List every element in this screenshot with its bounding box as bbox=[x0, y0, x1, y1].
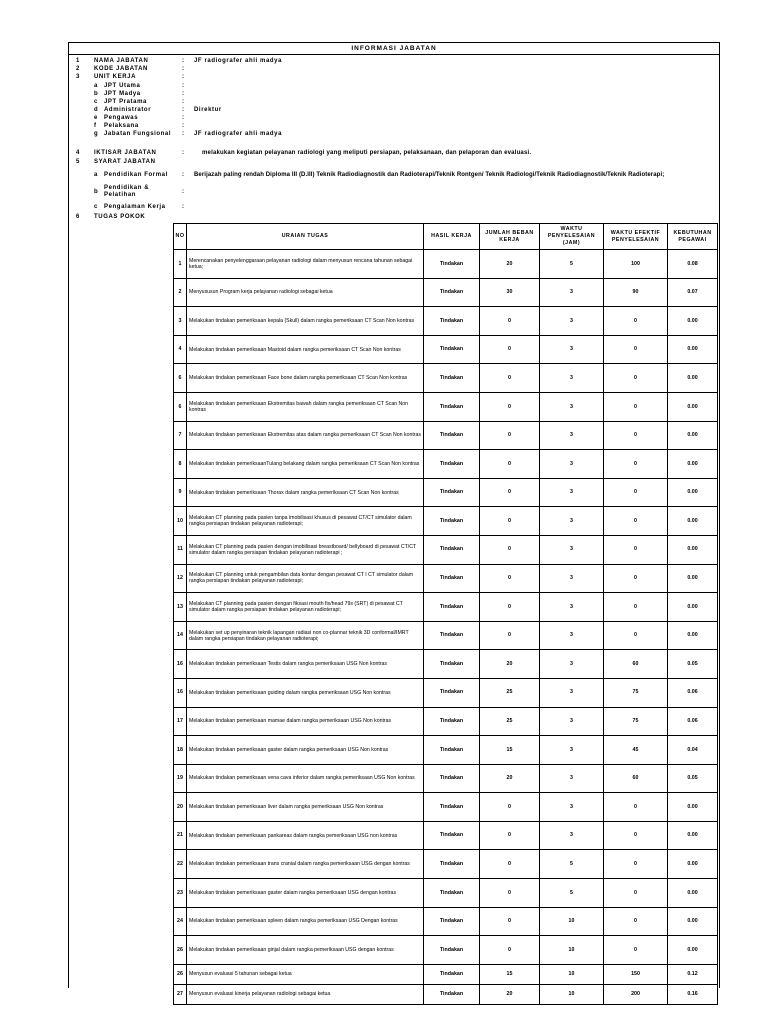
cell-waktu: 3 bbox=[540, 650, 604, 679]
cell-jumlah: 0 bbox=[480, 507, 540, 536]
cell-hasil: Tindakan bbox=[424, 535, 480, 564]
cell-kebutuhan: 0.00 bbox=[668, 621, 718, 650]
table-row bbox=[174, 564, 718, 593]
cell-efektif: 0 bbox=[604, 507, 668, 536]
cell-hasil: Tindakan bbox=[424, 850, 480, 879]
col-header-hasil: HASIL KERJA bbox=[424, 224, 480, 250]
cell-waktu: 3 bbox=[540, 736, 604, 765]
cell-uraian: Melakukan tindakan pemeriksaan ginjal dalam rangka pemeriksaan USG dengan kontras bbox=[187, 936, 424, 965]
cell-jumlah: 0 bbox=[480, 535, 540, 564]
tasks-table-body bbox=[174, 250, 718, 1005]
cell-efektif: 200 bbox=[604, 984, 668, 1004]
cell-kebutuhan: 0.00 bbox=[668, 392, 718, 421]
col-header-jumlah: JUMLAH BEBAN KERJA bbox=[480, 224, 540, 250]
cell-efektif: 0 bbox=[604, 850, 668, 879]
cell-jumlah: 0 bbox=[480, 364, 540, 393]
cell-hasil: Tindakan bbox=[424, 392, 480, 421]
cell-kebutuhan: 0.16 bbox=[668, 984, 718, 1004]
unit-kerja-row bbox=[76, 123, 716, 131]
col-header-efektif: WAKTU EFEKTIF PENYELESAIAN bbox=[604, 224, 668, 250]
cell-kebutuhan: 0.00 bbox=[668, 450, 718, 479]
unit-kerja-row bbox=[76, 115, 716, 123]
cell-waktu: 3 bbox=[540, 364, 604, 393]
cell-waktu: 5 bbox=[540, 250, 604, 279]
cell-hasil: Tindakan bbox=[424, 907, 480, 936]
cell-waktu: 3 bbox=[540, 593, 604, 622]
cell-uraian: Melakukan tindakan pemeriksaan Face bone dalam rangka pemeriksaan CT Scan Non kontras bbox=[187, 364, 424, 393]
cell-kebutuhan: 0.00 bbox=[668, 335, 718, 364]
field-label: NAMA JABATAN bbox=[94, 58, 149, 64]
field-letter: e bbox=[94, 115, 98, 121]
field-row bbox=[76, 66, 716, 74]
cell-kebutuhan: 0.05 bbox=[668, 764, 718, 793]
field-value: JF radiografer ahli madya bbox=[194, 131, 283, 137]
cell-efektif: 0 bbox=[604, 392, 668, 421]
cell-jumlah: 30 bbox=[480, 278, 540, 307]
cell-no: 1 bbox=[174, 250, 187, 279]
cell-jumlah: 0 bbox=[480, 564, 540, 593]
cell-waktu: 3 bbox=[540, 478, 604, 507]
cell-waktu: 3 bbox=[540, 764, 604, 793]
cell-hasil: Tindakan bbox=[424, 879, 480, 908]
pendidikan-formal-row bbox=[76, 172, 716, 180]
cell-no: 16 bbox=[174, 678, 187, 707]
cell-efektif: 150 bbox=[604, 964, 668, 984]
cell-uraian: Merencanakan penyelenggaraan pelayanan radiologi dalam menyusun rencana tahunan sebagai ketua; bbox=[187, 250, 424, 279]
cell-no: 26 bbox=[174, 936, 187, 965]
syarat-row bbox=[76, 159, 716, 167]
cell-jumlah: 0 bbox=[480, 450, 540, 479]
cell-waktu: 3 bbox=[540, 450, 604, 479]
cell-waktu: 10 bbox=[540, 964, 604, 984]
cell-uraian: Melakukan CT planning pada pasien dengan fiksasi mouth fix/head 79s (SRT) di pesawat CT simulator dalam rangka persiapan tindakan pelayanan radioterapi; bbox=[187, 593, 424, 622]
cell-kebutuhan: 0.00 bbox=[668, 793, 718, 822]
cell-uraian: Menyususun Program kerja pelayanan radiologi sebagai ketua bbox=[187, 278, 424, 307]
cell-hasil: Tindakan bbox=[424, 335, 480, 364]
cell-kebutuhan: 0.00 bbox=[668, 879, 718, 908]
field-label: Administrator bbox=[104, 107, 152, 113]
cell-jumlah: 0 bbox=[480, 907, 540, 936]
table-row bbox=[174, 478, 718, 507]
cell-uraian: Melakukan tindakan pemeriksaanTulang belakang dalam rangka pemeriksaan CT Scan Non kontras bbox=[187, 450, 424, 479]
unit-kerja-row bbox=[76, 91, 716, 99]
field-colon: : bbox=[182, 74, 185, 80]
cell-hasil: Tindakan bbox=[424, 964, 480, 984]
cell-jumlah: 0 bbox=[480, 593, 540, 622]
cell-waktu: 3 bbox=[540, 707, 604, 736]
cell-kebutuhan: 0.00 bbox=[668, 364, 718, 393]
cell-efektif: 75 bbox=[604, 707, 668, 736]
cell-uraian: Melakukan tindakan pemeriksaan Ekstremitas atas dalam rangka pemeriksaan CT Scan Non kontras bbox=[187, 421, 424, 450]
cell-no: 26 bbox=[174, 964, 187, 984]
cell-jumlah: 20 bbox=[480, 764, 540, 793]
field-row bbox=[76, 58, 716, 66]
field-value: JF radiografer ahli madya bbox=[194, 58, 283, 64]
cell-uraian: Melakukan tindakan pemeriksaan mamae dalam rangka pemeriksaan USG Non kontras bbox=[187, 707, 424, 736]
table-row bbox=[174, 250, 718, 279]
cell-kebutuhan: 0.04 bbox=[668, 736, 718, 765]
unit-kerja-row bbox=[76, 83, 716, 91]
cell-hasil: Tindakan bbox=[424, 650, 480, 679]
cell-uraian: Melakukan tindakan pemeriksaan Thorax dalam rangka pemeriksaan CT Scan Non kontras bbox=[187, 478, 424, 507]
field-letter: f bbox=[94, 123, 97, 129]
cell-waktu: 10 bbox=[540, 907, 604, 936]
pelatihan-row bbox=[76, 185, 716, 201]
cell-hasil: Tindakan bbox=[424, 736, 480, 765]
cell-kebutuhan: 0.00 bbox=[668, 478, 718, 507]
cell-jumlah: 20 bbox=[480, 650, 540, 679]
cell-uraian: Melakukan tindakan pemeriksaan guiding dalam rangka pemeriksaan USG Non kontras bbox=[187, 678, 424, 707]
field-label: KODE JABATAN bbox=[94, 66, 148, 72]
cell-hasil: Tindakan bbox=[424, 507, 480, 536]
table-row bbox=[174, 364, 718, 393]
cell-kebutuhan: 0.06 bbox=[668, 707, 718, 736]
cell-jumlah: 20 bbox=[480, 984, 540, 1004]
cell-hasil: Tindakan bbox=[424, 250, 480, 279]
cell-uraian: Melakukan tindakan pemeriksaan gaster dalam rangka pemeriksaan USG dengan kontras bbox=[187, 879, 424, 908]
cell-kebutuhan: 0.07 bbox=[668, 278, 718, 307]
cell-kebutuhan: 0.12 bbox=[668, 964, 718, 984]
cell-uraian: Melakukan tindakan pemeriksaan liver dalam rangka pemeriksaan USG Non kontras bbox=[187, 793, 424, 822]
cell-jumlah: 0 bbox=[480, 936, 540, 965]
cell-jumlah: 15 bbox=[480, 736, 540, 765]
field-number: 3 bbox=[76, 74, 80, 80]
cell-kebutuhan: 0.00 bbox=[668, 593, 718, 622]
pengalaman-row bbox=[76, 204, 716, 212]
table-header-row bbox=[174, 224, 718, 250]
cell-hasil: Tindakan bbox=[424, 793, 480, 822]
cell-efektif: 0 bbox=[604, 793, 668, 822]
cell-no: 7 bbox=[174, 421, 187, 450]
table-row bbox=[174, 879, 718, 908]
cell-waktu: 3 bbox=[540, 793, 604, 822]
cell-kebutuhan: 0.00 bbox=[668, 535, 718, 564]
cell-waktu: 3 bbox=[540, 535, 604, 564]
table-row bbox=[174, 621, 718, 650]
cell-kebutuhan: 0.00 bbox=[668, 307, 718, 336]
field-number: 4 bbox=[76, 150, 80, 156]
unit-kerja-row bbox=[76, 99, 716, 107]
field-colon: : bbox=[182, 99, 185, 105]
table-row bbox=[174, 278, 718, 307]
field-letter: a bbox=[94, 172, 98, 178]
table-row bbox=[174, 793, 718, 822]
tugas-pokok-row bbox=[76, 214, 716, 222]
table-row bbox=[174, 907, 718, 936]
cell-no: 11 bbox=[174, 535, 187, 564]
table-row bbox=[174, 392, 718, 421]
cell-kebutuhan: 0.08 bbox=[668, 250, 718, 279]
field-letter: c bbox=[94, 99, 98, 105]
col-header-waktu: WAKTU PENYELESAIAN (JAM) bbox=[540, 224, 604, 250]
field-colon: : bbox=[182, 91, 185, 97]
cell-waktu: 3 bbox=[540, 307, 604, 336]
col-header-uraian: URAIAN TUGAS bbox=[187, 224, 424, 250]
cell-uraian: Melakukan tindakan pemeriksaan kepala (Skull) dalam rangka pemeriksaan CT Scan Non kontras bbox=[187, 307, 424, 336]
cell-efektif: 0 bbox=[604, 421, 668, 450]
cell-no: 9 bbox=[174, 478, 187, 507]
cell-kebutuhan: 0.00 bbox=[668, 850, 718, 879]
cell-waktu: 3 bbox=[540, 421, 604, 450]
table-row bbox=[174, 821, 718, 850]
cell-jumlah: 25 bbox=[480, 678, 540, 707]
table-row bbox=[174, 650, 718, 679]
cell-uraian: Melakukan tindakan pemeriksaan Mastoid dalam rangka pemeriksaan CT Scan Non kontras bbox=[187, 335, 424, 364]
field-number: 5 bbox=[76, 159, 80, 165]
cell-jumlah: 25 bbox=[480, 707, 540, 736]
cell-kebutuhan: 0.00 bbox=[668, 507, 718, 536]
cell-no: 23 bbox=[174, 879, 187, 908]
cell-efektif: 60 bbox=[604, 764, 668, 793]
cell-jumlah: 0 bbox=[480, 821, 540, 850]
cell-waktu: 5 bbox=[540, 879, 604, 908]
field-label: TUGAS POKOK bbox=[94, 214, 146, 220]
cell-kebutuhan: 0.00 bbox=[668, 421, 718, 450]
cell-no: 20 bbox=[174, 793, 187, 822]
cell-hasil: Tindakan bbox=[424, 364, 480, 393]
cell-uraian: Melakukan CT planning pada pasien tanpa imobilisasi khusus di pesawat CT/CT simulator dalam rangka persiapan tindakan pelayanan radioterapi; bbox=[187, 507, 424, 536]
cell-uraian: Melakukan tindakan pemeriksaan pankareas dalam rangka pemeriksaan USG non kontras bbox=[187, 821, 424, 850]
cell-hasil: Tindakan bbox=[424, 707, 480, 736]
cell-efektif: 0 bbox=[604, 621, 668, 650]
cell-efektif: 0 bbox=[604, 907, 668, 936]
cell-kebutuhan: 0.00 bbox=[668, 821, 718, 850]
table-row bbox=[174, 964, 718, 984]
cell-jumlah: 20 bbox=[480, 250, 540, 279]
cell-no: 16 bbox=[174, 650, 187, 679]
field-label: Pendidikan & bbox=[104, 185, 150, 191]
col-header-no: NO bbox=[174, 224, 187, 250]
cell-hasil: Tindakan bbox=[424, 478, 480, 507]
cell-uraian: Menyusun evaluasi kinerja pelayanan radiologi sebagai ketua bbox=[187, 984, 424, 1004]
cell-no: 12 bbox=[174, 564, 187, 593]
cell-hasil: Tindakan bbox=[424, 678, 480, 707]
cell-hasil: Tindakan bbox=[424, 821, 480, 850]
cell-no: 18 bbox=[174, 736, 187, 765]
ikhtisar-row bbox=[76, 150, 716, 158]
cell-efektif: 0 bbox=[604, 593, 668, 622]
cell-uraian: Melakukan tindakan pemeriksaan vena cava inferior dalam rangka pemeriksaan USG Non kontras bbox=[187, 764, 424, 793]
cell-jumlah: 0 bbox=[480, 335, 540, 364]
cell-uraian: Menyusun evaluasi 5 tahunan sebagai ketua bbox=[187, 964, 424, 984]
field-label: Jabatan Fungsional bbox=[104, 131, 172, 137]
field-row bbox=[76, 74, 716, 82]
field-colon: : bbox=[182, 150, 185, 156]
cell-no: 22 bbox=[174, 850, 187, 879]
table-row bbox=[174, 335, 718, 364]
cell-efektif: 100 bbox=[604, 250, 668, 279]
table-row bbox=[174, 707, 718, 736]
title-divider bbox=[69, 54, 719, 55]
cell-efektif: 0 bbox=[604, 879, 668, 908]
unit-kerja-row bbox=[76, 107, 716, 115]
cell-jumlah: 0 bbox=[480, 307, 540, 336]
cell-efektif: 0 bbox=[604, 535, 668, 564]
cell-waktu: 3 bbox=[540, 821, 604, 850]
field-number: 6 bbox=[76, 214, 80, 220]
cell-efektif: 0 bbox=[604, 335, 668, 364]
cell-no: 8 bbox=[174, 450, 187, 479]
field-value: Direktur bbox=[194, 107, 222, 113]
field-label: Pelaksana bbox=[104, 123, 139, 129]
cell-waktu: 3 bbox=[540, 621, 604, 650]
field-colon: : bbox=[182, 58, 185, 64]
field-letter: c bbox=[94, 204, 98, 210]
cell-jumlah: 0 bbox=[480, 621, 540, 650]
cell-no: 21 bbox=[174, 821, 187, 850]
field-value: melakukan kegiatan pelayanan radiologi yang meliputi persiapan, pelaksanaan, dan pelaporan dan evaluasi. bbox=[202, 150, 532, 156]
field-label: SYARAT JABATAN bbox=[94, 159, 156, 165]
table-row bbox=[174, 984, 718, 1004]
cell-waktu: 3 bbox=[540, 507, 604, 536]
cell-efektif: 45 bbox=[604, 736, 668, 765]
cell-no: 3 bbox=[174, 307, 187, 336]
field-label: JPT Pratama bbox=[104, 99, 147, 105]
table-row bbox=[174, 850, 718, 879]
cell-jumlah: 15 bbox=[480, 964, 540, 984]
cell-no: 2 bbox=[174, 278, 187, 307]
unit-kerja-row bbox=[76, 131, 716, 139]
cell-no: 19 bbox=[174, 764, 187, 793]
table-row bbox=[174, 678, 718, 707]
table-row bbox=[174, 736, 718, 765]
cell-hasil: Tindakan bbox=[424, 450, 480, 479]
cell-uraian: Melakukan CT planning pada pasien dengan imobilisasi breastboard/ bellyboard di pesawat CT/CT simulator dalam rangka persiapan tindakan pelayanan radioterapi ; bbox=[187, 535, 424, 564]
cell-kebutuhan: 0.00 bbox=[668, 936, 718, 965]
cell-efektif: 0 bbox=[604, 450, 668, 479]
field-label: IKTISAR JABATAN bbox=[94, 150, 157, 156]
cell-jumlah: 0 bbox=[480, 879, 540, 908]
cell-efektif: 0 bbox=[604, 936, 668, 965]
cell-no: 17 bbox=[174, 707, 187, 736]
cell-no: 6 bbox=[174, 392, 187, 421]
cell-hasil: Tindakan bbox=[424, 984, 480, 1004]
cell-kebutuhan: 0.00 bbox=[668, 907, 718, 936]
cell-uraian: Melakukan tindakan pemeriksaan Ekstremitas bawah dalam rangka pemeriksaan CT Scan Non kontras bbox=[187, 392, 424, 421]
field-colon: : bbox=[182, 131, 185, 137]
field-colon: : bbox=[182, 107, 185, 113]
field-label: Pelatihan bbox=[104, 192, 137, 198]
cell-uraian: Melakukan tindakan pemeriksaan spleen dalam rangka pemeriksaan USG Dengan kontras bbox=[187, 907, 424, 936]
field-colon: : bbox=[182, 83, 185, 89]
field-colon: : bbox=[182, 115, 185, 121]
field-letter: a bbox=[94, 83, 98, 89]
cell-jumlah: 0 bbox=[480, 421, 540, 450]
cell-efektif: 0 bbox=[604, 478, 668, 507]
table-row bbox=[174, 535, 718, 564]
field-label: Pengawas bbox=[104, 115, 139, 121]
field-colon: : bbox=[182, 204, 185, 210]
table-row bbox=[174, 764, 718, 793]
field-label: JPT Utama bbox=[104, 83, 141, 89]
cell-efektif: 0 bbox=[604, 821, 668, 850]
field-colon: : bbox=[182, 189, 185, 195]
cell-waktu: 3 bbox=[540, 678, 604, 707]
field-letter: g bbox=[94, 131, 99, 137]
field-colon: : bbox=[182, 172, 185, 178]
cell-uraian: Melakukan CT planning untuk pengambilan data kontur dengan pesawat CT I CT simulator dalam rangka persiapan tindakan pelayanan radioterapi; bbox=[187, 564, 424, 593]
field-letter: d bbox=[94, 107, 99, 113]
cell-uraian: Melakukan set up penyinaran teknik lapangan radiasi non co-plannar teknik 3D conformal/IMRT dalam rangka persiapan tindakan pelayanan radioterapi; bbox=[187, 621, 424, 650]
table-row bbox=[174, 936, 718, 965]
field-number: 2 bbox=[76, 66, 80, 72]
cell-efektif: 90 bbox=[604, 278, 668, 307]
cell-efektif: 60 bbox=[604, 650, 668, 679]
cell-no: 13 bbox=[174, 593, 187, 622]
cell-no: 10 bbox=[174, 507, 187, 536]
field-colon: : bbox=[182, 66, 185, 72]
cell-uraian: Melakukan tindakan pemeriksaan trans cranial dalam rangka pemeriksaan USG dengan kontras bbox=[187, 850, 424, 879]
cell-efektif: 0 bbox=[604, 307, 668, 336]
cell-hasil: Tindakan bbox=[424, 564, 480, 593]
cell-no: 24 bbox=[174, 907, 187, 936]
cell-hasil: Tindakan bbox=[424, 421, 480, 450]
cell-no: 6 bbox=[174, 364, 187, 393]
cell-hasil: Tindakan bbox=[424, 278, 480, 307]
field-label: UNIT KERJA bbox=[94, 74, 137, 80]
cell-hasil: Tindakan bbox=[424, 936, 480, 965]
field-letter: b bbox=[94, 189, 99, 195]
cell-jumlah: 0 bbox=[480, 793, 540, 822]
table-row bbox=[174, 507, 718, 536]
cell-efektif: 0 bbox=[604, 564, 668, 593]
cell-waktu: 3 bbox=[540, 392, 604, 421]
table-row bbox=[174, 421, 718, 450]
cell-waktu: 10 bbox=[540, 984, 604, 1004]
cell-hasil: Tindakan bbox=[424, 621, 480, 650]
cell-kebutuhan: 0.05 bbox=[668, 650, 718, 679]
cell-waktu: 5 bbox=[540, 850, 604, 879]
field-value: Berijazah paling rendah Diploma III (D.III) Teknik Radiodiagnostik dan Radioterapi/Teknik Rontgen/ Teknik Radiologi/Teknik Radiodiagnostik/Teknik Radioterapi; bbox=[194, 172, 665, 178]
cell-kebutuhan: 0.00 bbox=[668, 564, 718, 593]
field-colon: : bbox=[182, 123, 185, 129]
cell-kebutuhan: 0.06 bbox=[668, 678, 718, 707]
cell-hasil: Tindakan bbox=[424, 307, 480, 336]
cell-no: 14 bbox=[174, 621, 187, 650]
cell-jumlah: 0 bbox=[480, 392, 540, 421]
cell-waktu: 3 bbox=[540, 278, 604, 307]
field-label: Pendidikan Formal bbox=[104, 172, 168, 178]
cell-uraian: Melakukan tindakan pemeriksaan gaster dalam rangka pemeriksaan USG Non kontras bbox=[187, 736, 424, 765]
cell-waktu: 3 bbox=[540, 564, 604, 593]
cell-hasil: Tindakan bbox=[424, 764, 480, 793]
cell-hasil: Tindakan bbox=[424, 593, 480, 622]
cell-jumlah: 0 bbox=[480, 850, 540, 879]
cell-waktu: 3 bbox=[540, 335, 604, 364]
tasks-table bbox=[173, 223, 718, 1005]
table-row bbox=[174, 593, 718, 622]
table-row bbox=[174, 307, 718, 336]
cell-efektif: 0 bbox=[604, 364, 668, 393]
cell-waktu: 10 bbox=[540, 936, 604, 965]
field-label: JPT Madya bbox=[104, 91, 141, 97]
field-label: Pengalaman Kerja bbox=[104, 204, 166, 210]
cell-jumlah: 0 bbox=[480, 478, 540, 507]
field-letter: b bbox=[94, 91, 99, 97]
cell-uraian: Melakukan tindakan pemeriksaan Testis dalam rangka pemeriksaan USG Non kontras bbox=[187, 650, 424, 679]
cell-no: 4 bbox=[174, 335, 187, 364]
cell-efektif: 75 bbox=[604, 678, 668, 707]
document-title: INFORMASI JABATAN bbox=[351, 45, 437, 52]
cell-no: 27 bbox=[174, 984, 187, 1004]
field-number: 1 bbox=[76, 58, 80, 64]
table-row bbox=[174, 450, 718, 479]
col-header-kebutuhan: KEBUTUHAN PEGAWAI bbox=[668, 224, 718, 250]
